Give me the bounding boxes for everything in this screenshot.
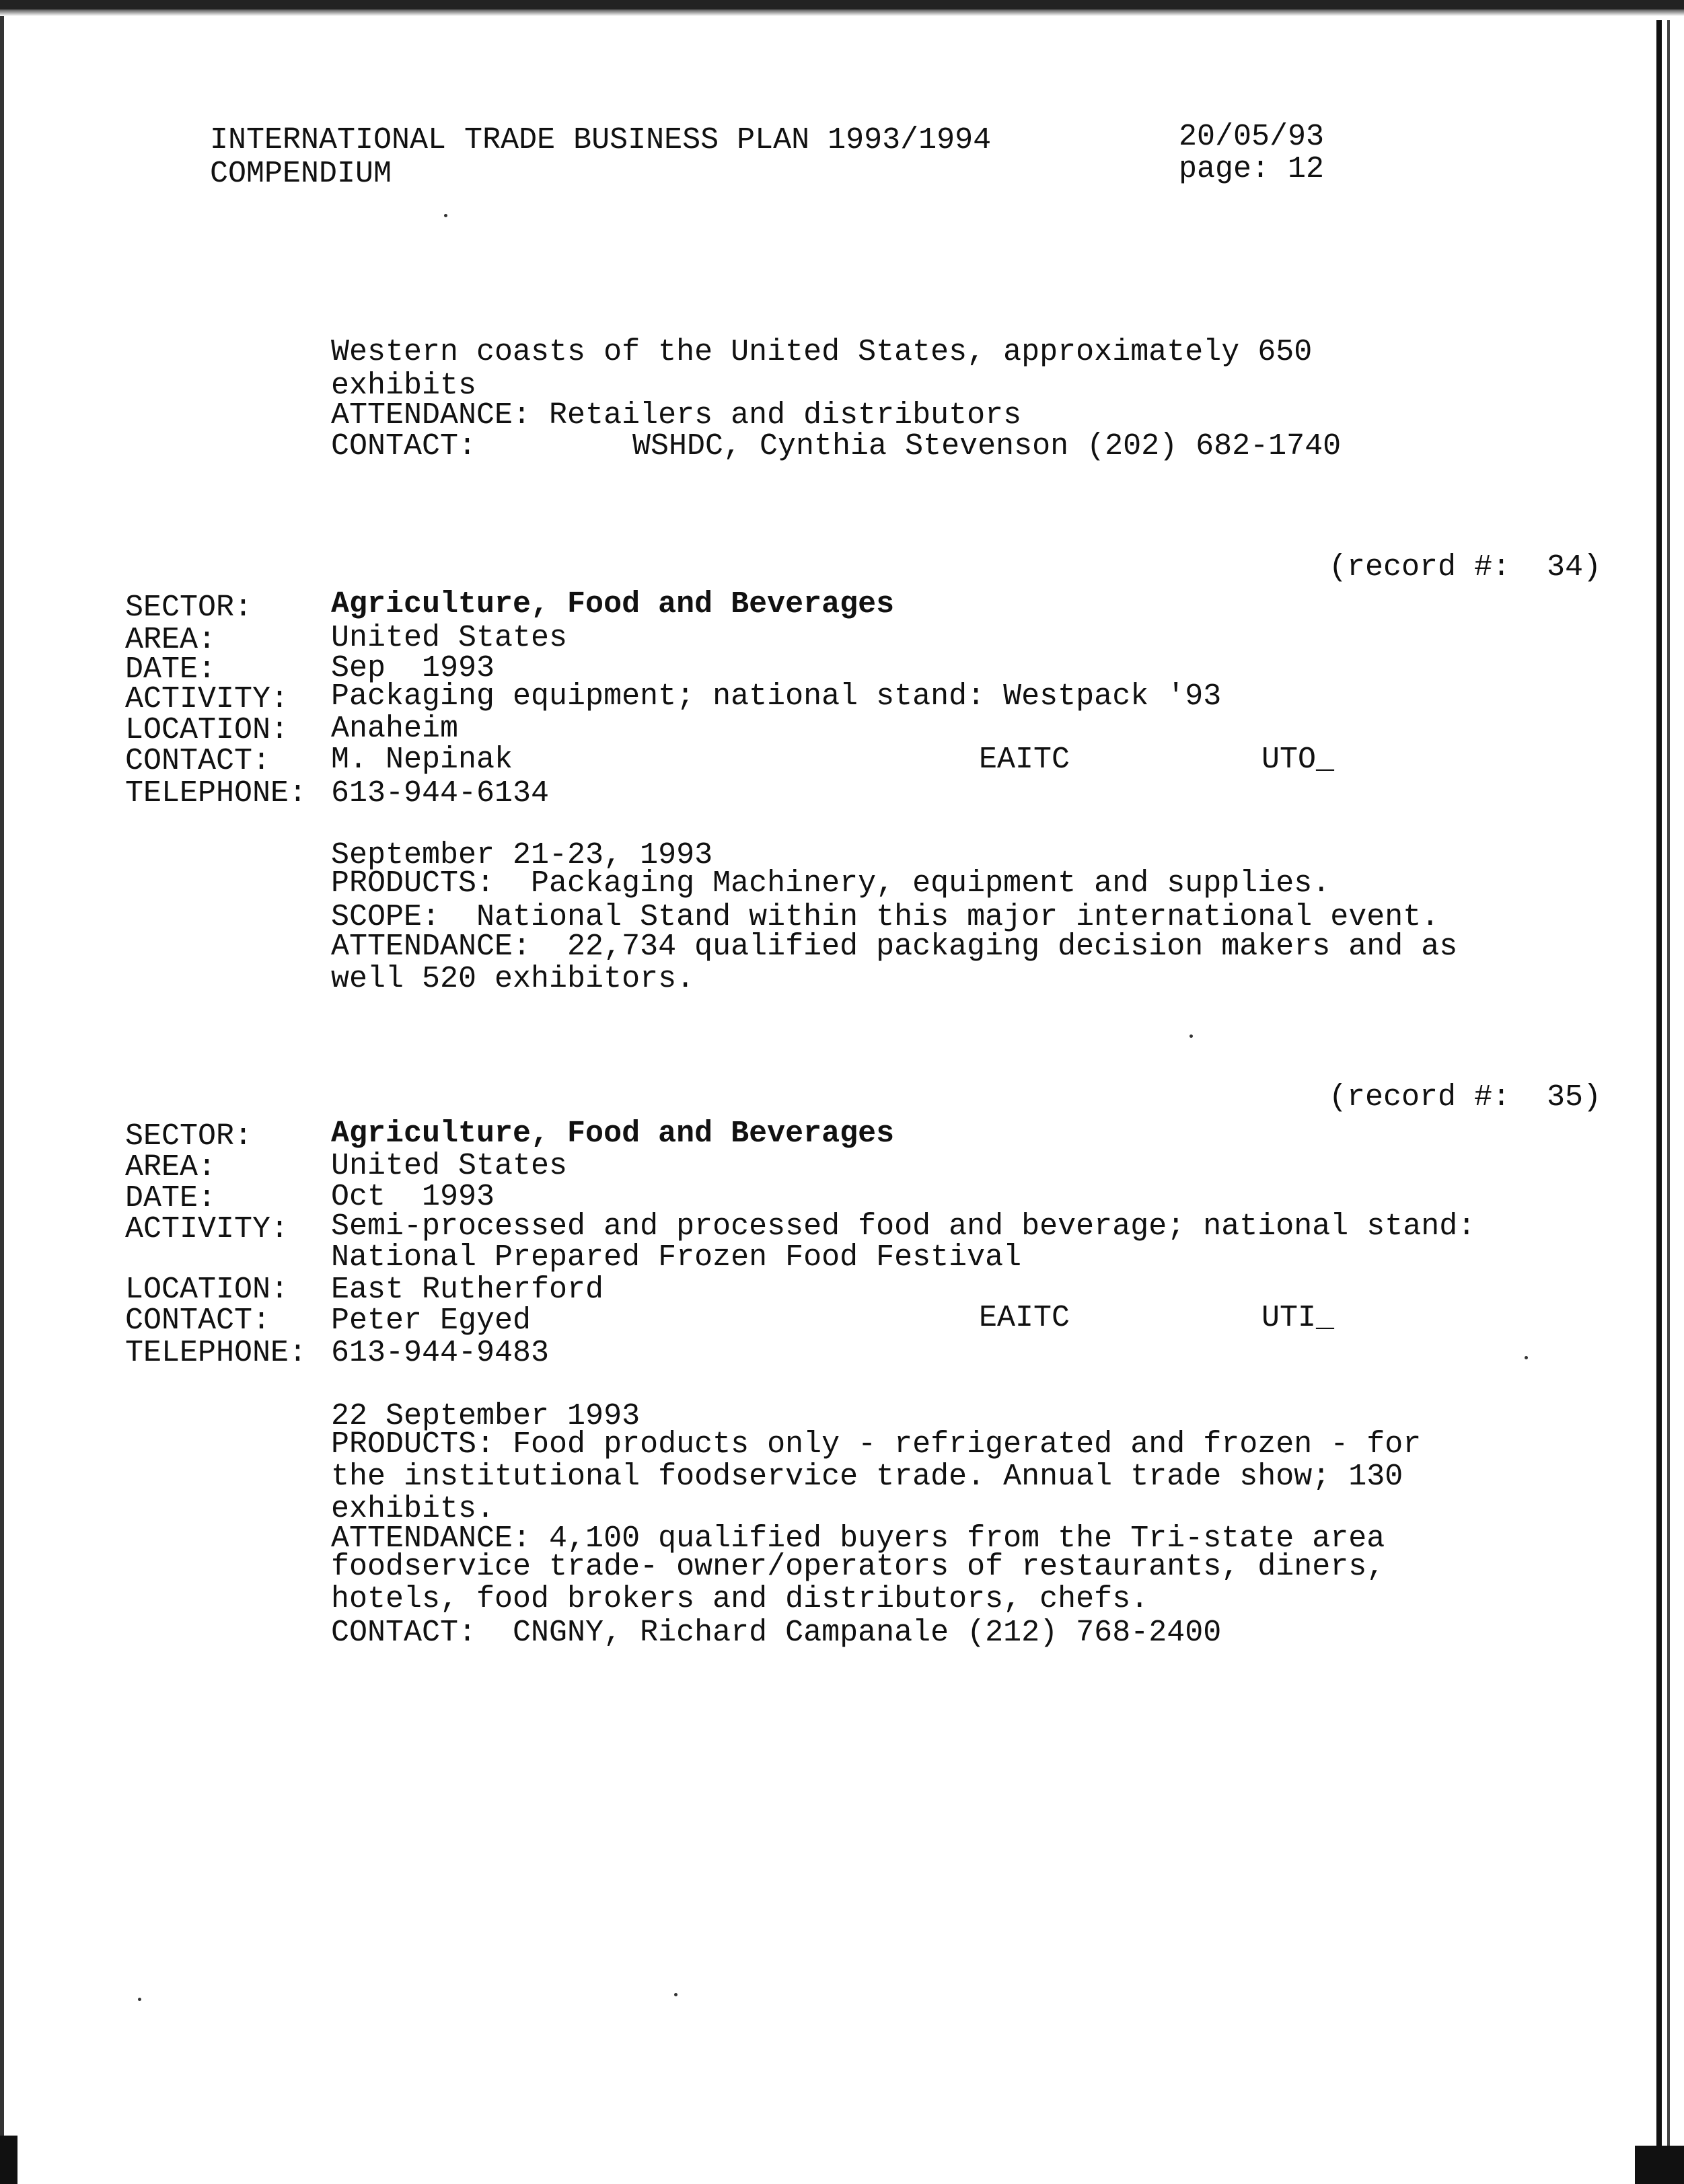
doc-date: 20/05/93 <box>1179 120 1325 154</box>
label-activity: ACTIVITY: <box>125 682 289 716</box>
label-date: DATE: <box>125 1181 217 1215</box>
record-activity: Packaging equipment; national stand: Westpack '93 <box>331 679 1222 714</box>
record-org: EAITC <box>979 1301 1070 1335</box>
record-detail-line: well 520 exhibitors. <box>331 962 695 996</box>
scan-edge-left <box>0 16 4 2184</box>
record-contact: Peter Egyed <box>331 1304 532 1338</box>
label-contact: CONTACT: <box>125 744 271 778</box>
record-activity: Semi-processed and processed food and beverage; national stand: <box>331 1209 1476 1244</box>
label-sector: SECTOR: <box>125 1119 253 1154</box>
scan-edge-right-inner <box>1667 20 1670 2184</box>
label-location: LOCATION: <box>125 1273 289 1307</box>
record-detail-line: foodservice trade- owner/operators of restaurants, diners, <box>331 1550 1385 1584</box>
scan-edge-top <box>0 0 1684 9</box>
record-number: (record #: 35) <box>1329 1080 1602 1115</box>
record-area: United States <box>331 621 568 655</box>
record-contact: M. Nepinak <box>331 743 513 777</box>
record-telephone: 613-944-9483 <box>331 1336 550 1370</box>
record-area: United States <box>331 1149 568 1183</box>
record-code: UTO_ <box>1261 743 1335 777</box>
scan-shadow-top <box>0 9 1684 16</box>
label-area: AREA: <box>125 1150 217 1184</box>
record-sector: Agriculture, Food and Beverages <box>331 1117 895 1151</box>
record-detail-line: the institutional foodservice trade. Annual trade show; 130 <box>331 1460 1403 1494</box>
record-detail-line: PRODUCTS: Packaging Machinery, equipment and supplies. <box>331 866 1331 901</box>
record-date: Oct 1993 <box>331 1180 495 1214</box>
label-sector: SECTOR: <box>125 591 253 625</box>
scan-edge-right <box>1656 20 1662 2184</box>
record-org: EAITC <box>979 743 1070 777</box>
label-location: LOCATION: <box>125 713 289 747</box>
record-detail-line: ATTENDANCE: 4,100 qualified buyers from the Tri-state area <box>331 1521 1385 1556</box>
record-code: UTI_ <box>1261 1301 1335 1335</box>
record-telephone: 613-944-6134 <box>331 776 550 811</box>
continuation-line: exhibits <box>331 369 477 403</box>
scan-corner-bottom-right <box>1635 2146 1684 2184</box>
record-detail-line: hotels, food brokers and distributors, chefs. <box>331 1582 1149 1616</box>
label-date: DATE: <box>125 652 217 687</box>
label-activity: ACTIVITY: <box>125 1212 289 1246</box>
record-location: Anaheim <box>331 712 459 746</box>
record-activity: National Prepared Frozen Food Festival <box>331 1240 1022 1275</box>
label-telephone: TELEPHONE: <box>125 776 307 811</box>
record-detail-line: SCOPE: National Stand within this major international event. <box>331 900 1440 934</box>
scan-speck <box>444 214 447 217</box>
page-number: page: 12 <box>1179 152 1325 186</box>
scan-speck <box>1189 1034 1193 1038</box>
doc-title: INTERNATIONAL TRADE BUSINESS PLAN 1993/1994 <box>210 123 992 157</box>
continuation-contact-label: CONTACT: <box>331 429 477 463</box>
record-sector: Agriculture, Food and Beverages <box>331 587 895 622</box>
continuation-line: ATTENDANCE: Retailers and distributors <box>331 398 1022 432</box>
record-detail-line: ATTENDANCE: 22,734 qualified packaging decision makers and as <box>331 930 1458 964</box>
scan-speck <box>138 1998 141 2001</box>
record-date: Sep 1993 <box>331 651 495 685</box>
record-detail-line: 22 September 1993 <box>331 1399 640 1433</box>
scan-speck <box>1525 1356 1528 1359</box>
label-area: AREA: <box>125 623 217 657</box>
continuation-contact-value: WSHDC, Cynthia Stevenson (202) 682-1740 <box>632 429 1342 463</box>
record-location: East Rutherford <box>331 1273 604 1307</box>
record-detail-line: September 21-23, 1993 <box>331 838 713 872</box>
scan-speck <box>674 1993 678 1996</box>
label-telephone: TELEPHONE: <box>125 1336 307 1370</box>
continuation-line: Western coasts of the United States, approximately 650 <box>331 335 1313 369</box>
record-detail-line: CONTACT: CNGNY, Richard Campanale (212) 768-2400 <box>331 1616 1222 1650</box>
scan-corner-bottom-left <box>0 2136 17 2184</box>
record-detail-line: PRODUCTS: Food products only - refrigerated and frozen - for <box>331 1427 1422 1462</box>
record-detail-line: exhibits. <box>331 1492 495 1526</box>
label-contact: CONTACT: <box>125 1304 271 1338</box>
record-number: (record #: 34) <box>1329 550 1602 585</box>
doc-subtitle: COMPENDIUM <box>210 157 392 191</box>
